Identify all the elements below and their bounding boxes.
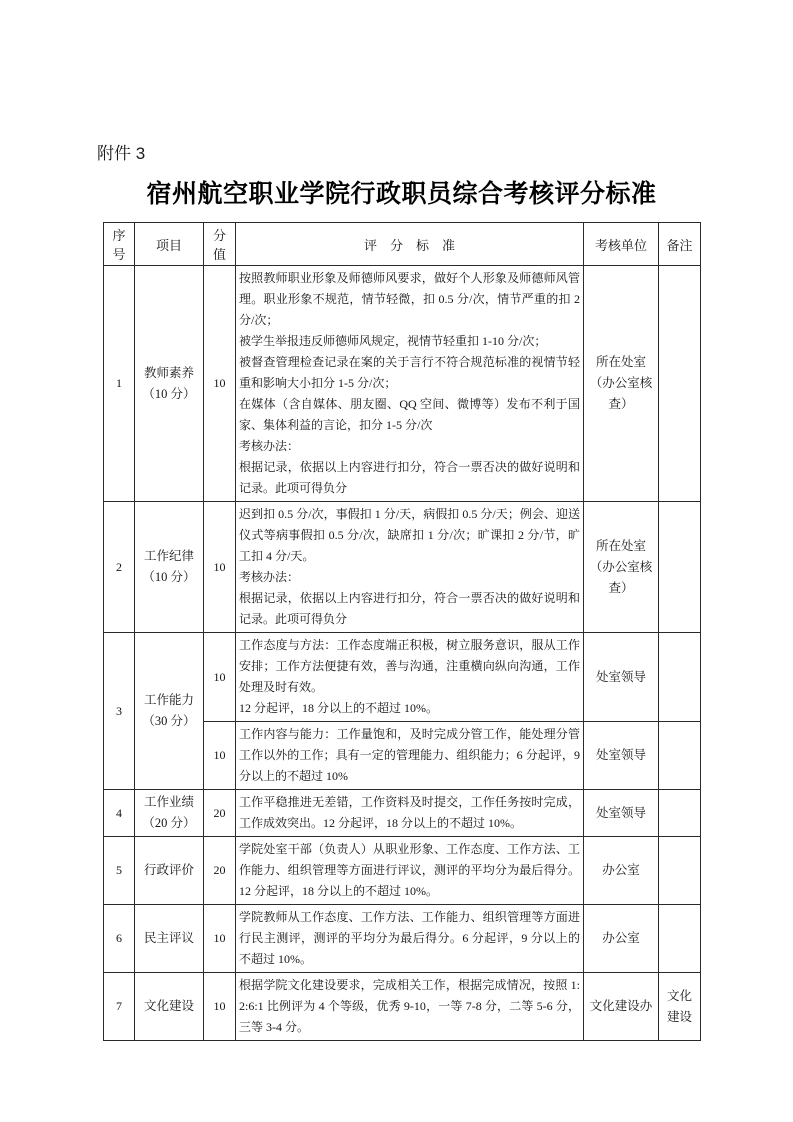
criteria-cell <box>236 722 584 790</box>
item-cell <box>135 837 204 905</box>
criteria-paragraph: 12 分起评，18 分以上的不超过 10%。 <box>239 701 438 715</box>
score-cell: 10 <box>204 722 236 790</box>
table-row <box>104 837 701 905</box>
row-number-cell: 5 <box>104 837 135 905</box>
remark-cell <box>659 905 701 973</box>
item-line: 民主评议 <box>143 931 194 945</box>
score-cell: 10 <box>204 973 236 1041</box>
criteria-cell <box>236 266 584 502</box>
row-number-cell: 2 <box>104 502 135 633</box>
criteria-paragraph: 根据学院文化建设要求，完成相关工作，根据完成情况，按照 1:2:6:1 比例评为 4 个等级，优秀 9-10，一等 7-8 分，二等 5-6 分，三等 3-4 分。 <box>239 978 580 1034</box>
item-line: （30 分） <box>142 714 196 728</box>
row-number-cell: 6 <box>104 905 135 973</box>
score-cell: 20 <box>204 790 236 837</box>
header-cell-criteria: 评 分 标 准 <box>236 223 584 266</box>
remark-cell <box>659 837 701 905</box>
page-title: 宿州航空职业学院行政职员综合考核评分标准 <box>146 180 657 208</box>
assessment-unit-cell: 处室领导 <box>584 633 659 722</box>
criteria-paragraph: 学院教师从工作态度、工作方法、工作能力、组织管理等方面进行民主测评，测评的平均分为最后得分。6 分起评，9 分以上的不超过 10%。 <box>239 910 580 966</box>
item-line: 工作能力 <box>143 693 194 707</box>
criteria-paragraph: 工作平稳推进无差错，工作资料及时提交，工作任务按时完成，工作成效突出。12 分起评，18 分以上的不超过 10%。 <box>239 795 580 830</box>
criteria-paragraph: 被督查管理检查记录在案的关于言行不符合规范标准的视情节轻重和影响大小扣分 1-5 分/次； <box>239 355 580 390</box>
item-line: （20 分） <box>142 816 196 830</box>
score-cell: 20 <box>204 837 236 905</box>
criteria-paragraph: 工作内容与能力：工作量饱和，及时完成分管工作，能处理分管工作以外的工作；具有一定的管理能力、组织能力；6 分起评，9 分以上的不超过 10% <box>239 727 580 783</box>
table-row <box>104 502 701 633</box>
item-cell <box>135 905 204 973</box>
remark-cell <box>659 266 701 502</box>
table-row <box>104 905 701 973</box>
criteria-paragraph: 工作态度与方法：工作态度端正积极，树立服务意识，服从工作安排；工作方法便捷有效，善与沟通，注重横向纵向沟通，工作处理及时有效。 <box>239 638 580 694</box>
criteria-cell <box>236 633 584 722</box>
criteria-paragraph: 迟到扣 0.5 分/次，事假扣 1 分/天，病假扣 0.5 分/天；例会、迎送仪式等病事假扣 0.5 分/次，缺席扣 1 分/次；旷课扣 2 分/节，旷工扣 4 分/天。 <box>239 507 580 563</box>
scoring-table <box>103 222 701 1041</box>
table-row <box>104 973 701 1041</box>
table-body <box>104 266 701 1041</box>
item-cell <box>135 790 204 837</box>
item-line: （10 分） <box>142 570 196 584</box>
criteria-paragraph: 根据记录，依据以上内容进行扣分，符合一票否决的做好说明和记录。此项可得负分 <box>239 591 580 626</box>
criteria-cell <box>236 837 584 905</box>
row-number-cell: 7 <box>104 973 135 1041</box>
score-cell: 10 <box>204 266 236 502</box>
row-number-cell: 3 <box>104 633 135 790</box>
table-row <box>104 266 701 502</box>
item-line: （10 分） <box>142 386 196 401</box>
table-row <box>104 790 701 837</box>
header-cell-item: 项目 <box>135 223 204 266</box>
remark-cell <box>659 633 701 722</box>
score-cell: 10 <box>204 905 236 973</box>
row-number-cell: 1 <box>104 266 135 502</box>
assessment-unit-cell: 处室领导 <box>584 722 659 790</box>
assessment-unit-cell: 办公室 <box>584 837 659 905</box>
title-container <box>103 174 700 210</box>
item-line: 工作纪律 <box>143 549 194 563</box>
header-cell-unit: 考核单位 <box>584 223 659 266</box>
assessment-unit-cell: 所在处室（办公室核查） <box>584 502 659 633</box>
table-row <box>104 633 701 722</box>
score-cell: 10 <box>204 502 236 633</box>
assessment-unit-cell: 文化建设办 <box>584 973 659 1041</box>
criteria-paragraph: 考核办法： <box>239 570 300 584</box>
criteria-paragraph: 按照教师职业形象及师德师风要求，做好个人形象及师德师风管理。职业形象不规范，情节轻微，扣 0.5 分/次，情节严重的扣 2 分/次； <box>239 271 580 327</box>
item-line: 工作业绩 <box>143 795 194 809</box>
header-cell-score: 分值 <box>204 223 236 266</box>
remark-cell <box>659 502 701 633</box>
row-number-cell: 4 <box>104 790 135 837</box>
item-line: 文化建设 <box>143 999 194 1013</box>
criteria-paragraph: 在媒体（含自媒体、朋友圈、QQ 空间、微博等）发布不利于国家、集体利益的言论，扣分 1-5 分/次 <box>239 397 580 432</box>
item-line: 行政评价 <box>143 863 194 877</box>
item-cell <box>135 633 204 790</box>
score-cell: 10 <box>204 633 236 722</box>
table-header-row <box>104 223 701 266</box>
item-cell <box>135 266 204 502</box>
criteria-cell <box>236 790 584 837</box>
header-cell-remark: 备注 <box>659 223 701 266</box>
criteria-paragraph: 考核办法： <box>239 439 300 453</box>
criteria-cell <box>236 502 584 633</box>
remark-cell <box>659 790 701 837</box>
assessment-unit-cell: 办公室 <box>584 905 659 973</box>
criteria-paragraph: 根据记录，依据以上内容进行扣分，符合一票否决的做好说明和记录。此项可得负分 <box>239 460 580 495</box>
item-cell <box>135 973 204 1041</box>
criteria-cell <box>236 905 584 973</box>
criteria-cell <box>236 973 584 1041</box>
item-line: 教师素养 <box>143 365 194 380</box>
remark-cell: 文化建设 <box>659 973 701 1041</box>
remark-cell <box>659 722 701 790</box>
attachment-label: 附件 3 <box>97 144 146 163</box>
assessment-unit-cell: 处室领导 <box>584 790 659 837</box>
item-cell <box>135 502 204 633</box>
criteria-paragraph: 学院处室干部（负责人）从职业形象、工作态度、工作方法、工作能力、组织管理等方面进行评议，测评的平均分为最后得分。12 分起评，18 分以上的不超过 10%。 <box>239 842 580 898</box>
criteria-paragraph: 被学生举报违反师德师风规定，视情节轻重扣 1-10 分/次； <box>239 334 547 348</box>
header-cell-number: 序号 <box>104 223 135 266</box>
assessment-unit-cell: 所在处室（办公室核查） <box>584 266 659 502</box>
